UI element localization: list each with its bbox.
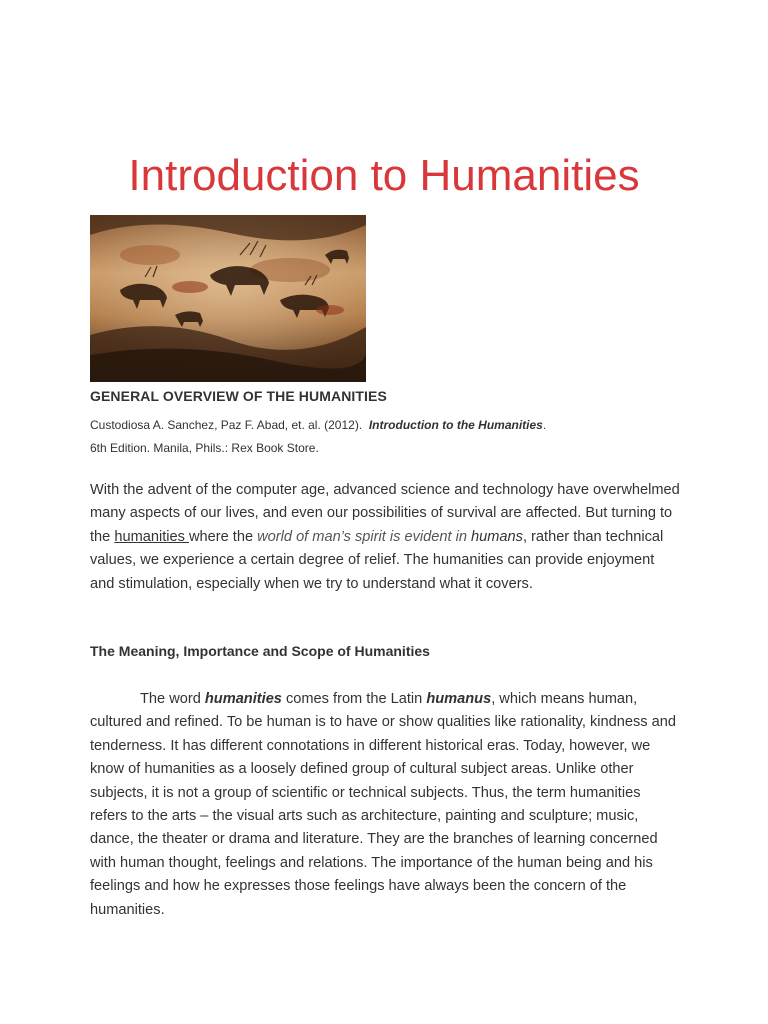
citation-book-title: Introduction to the Humanities: [368, 418, 543, 432]
paragraph-text: comes from the Latin: [281, 691, 427, 707]
intro-paragraph: [90, 479, 680, 596]
italic-phrase: world of man’s spirit is evident in: [257, 528, 472, 545]
citation-authors: Custodiosa A. Sanchez, Paz F. Abad, et. al. (2012).: [90, 418, 363, 432]
bold-italic-term: humanus: [426, 691, 492, 707]
document-title: Introduction to Humanities: [128, 151, 640, 200]
citation: [90, 414, 690, 460]
paragraph-text: With the advent of the computer age, advanced science and technology have overwhelmed many aspects of our lives, and even our possibilities of survival are affected. But turning to the: [90, 482, 680, 545]
sub-heading: The Meaning, Importance and Scope of Humanities: [90, 643, 430, 659]
paragraph-text: , which means human, cultured and refined. To be human is to have or show qualities like rationality, kindness and tenderness. It has different connotations in different historical eras. Today, however, we know of humanities as a loosely defined group of cultural subject areas. Unlike other subjects, it is not a group of scientific or technical subjects. Thus, the term humanities refers to the arts – the visual arts such as architecture, painting and sculpture; music, dance, the theater or drama and literature. They are the branches of learning concerned with human thought, feelings and relations. The importance of the human being and his feelings and how he expresses those feelings have always been the concern of the humanities.: [90, 691, 676, 918]
citation-period: .: [542, 418, 547, 432]
section-heading: GENERAL OVERVIEW OF THE HUMANITIES: [90, 388, 387, 404]
humanities-link[interactable]: humanities: [114, 528, 189, 545]
citation-line-1: [90, 414, 690, 437]
citation-line-2: 6th Edition. Manila, Phils.: Rex Book Store.: [90, 441, 319, 455]
cave-painting-image: [90, 215, 366, 382]
meaning-paragraph: [90, 688, 680, 922]
paragraph-text: where the: [188, 528, 258, 545]
paragraph-text: The word: [140, 691, 205, 707]
bold-italic-term: humanities: [204, 691, 282, 707]
italic-word: humans: [471, 528, 523, 545]
paragraph-text: , rather than technical values, we experience a certain degree of relief. The humanities can provide enjoyment and stimulation, especially when we try to understand what it covers.: [90, 528, 664, 592]
